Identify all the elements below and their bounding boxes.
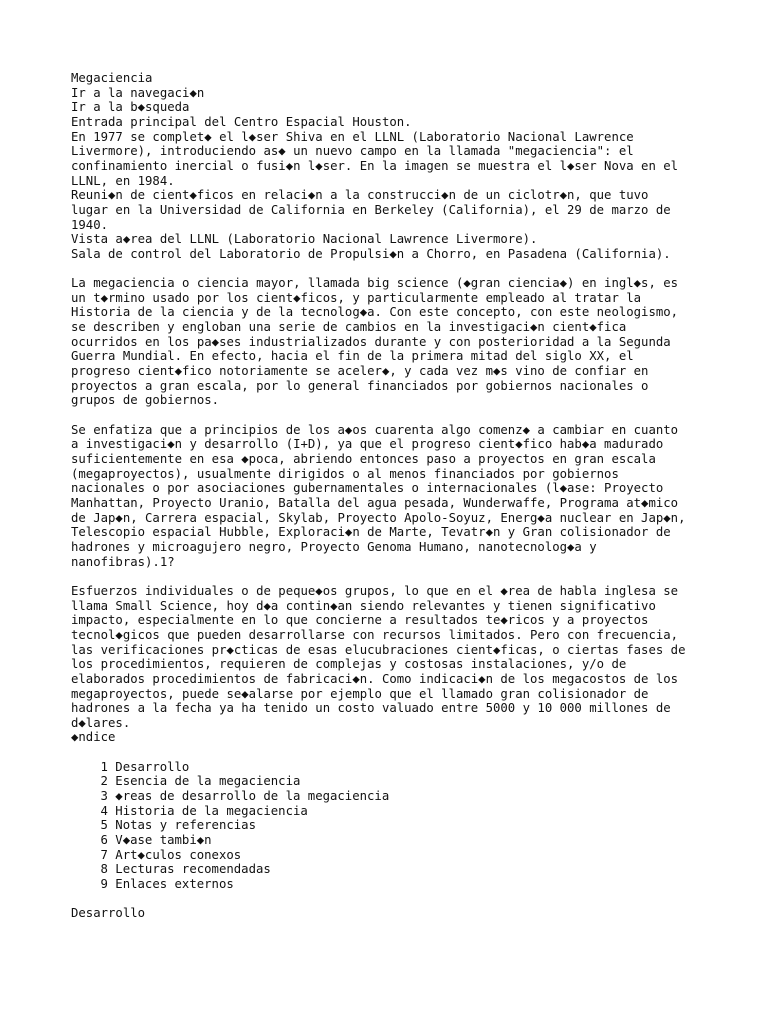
spacer	[71, 745, 711, 760]
paragraph-line: las verificaciones pr◆cticas de esas elucubraciones cient◆ficas, o ciertas fases de	[71, 642, 686, 657]
toc-item-lecturas[interactable]: 8 Lecturas recomendadas	[100, 862, 271, 877]
page-title: Megaciencia	[71, 71, 153, 85]
paragraph-line: de Jap◆n, Carrera espacial, Skylab, Proyecto Apolo-Soyuz, Energ◆a nuclear en Jap◆n,	[71, 510, 686, 525]
paragraph-intro	[71, 276, 711, 408]
paragraph-line: megaproyectos, puede se◆alarse por ejemplo que el llamado gran colisionador de	[71, 686, 649, 701]
paragraph-line: hadrones a la fecha ya ha tenido un costo valuado entre 5000 y 10 000 millones de	[71, 701, 671, 716]
toc-title: ◆ndice	[71, 730, 116, 745]
image-caption-jpl-control: Sala de control del Laboratorio de Propulsi◆n a Chorro, en Pasadena (California).	[71, 246, 671, 261]
paragraph-line: tecnol◆gicos que pueden desarrollarse con recursos limitados. Pero con frecuencia,	[71, 627, 679, 642]
image-caption-cyclotron-line-2: lugar en la Universidad de California en Berkeley (California), el 29 de marzo de	[71, 202, 671, 217]
image-caption-shiva-line-1: En 1977 se complet◆ el l◆ser Shiva en el LLNL (Laboratorio Nacional Lawrence	[71, 129, 634, 144]
toc-item-areas[interactable]: 3 ◆reas de desarrollo de la megaciencia	[100, 789, 390, 804]
toc-item-articulos[interactable]: 7 Art◆culos conexos	[100, 847, 242, 862]
paragraph-line: proyectos a gran escala, por lo general financiados por gobiernos nacionales o	[71, 378, 649, 393]
paragraph-megaprojects	[71, 423, 711, 570]
document-page	[71, 71, 711, 921]
paragraph-line: d◆lares.	[71, 715, 131, 730]
paragraph-small-science	[71, 584, 711, 731]
paragraph-line: progreso cient◆fico notoriamente se aceler◆, y cada vez m◆s vino de confiar en	[71, 364, 649, 379]
spacer	[71, 569, 711, 584]
table-of-contents	[71, 760, 711, 892]
paragraph-line: nacionales o por asociaciones gubernamentales o internacionales (l◆ase: Proyecto	[71, 481, 664, 496]
skip-to-navigation-link: Ir a la navegaci◆n	[71, 85, 205, 100]
paragraph-line: llama Small Science, hoy d◆a contin◆an siendo relevantes y tienen significativo	[71, 598, 656, 613]
paragraph-line: Guerra Mundial. En efecto, hacia el fin de la primera mitad del siglo XX, el	[71, 349, 634, 364]
image-caption-shiva-line-2: Livermore), introduciendo as◆ un nuevo campo en la llamada "megaciencia": el	[71, 144, 634, 159]
header-block	[71, 71, 711, 262]
paragraph-line: a investigaci◆n y desarrollo (I+D), ya que el progreso cient◆fico hab◆a madurado	[71, 437, 664, 452]
paragraph-line: La megaciencia o ciencia mayor, llamada big science (◆gran ciencia◆) en ingl◆s, es	[71, 276, 679, 291]
paragraph-line: ocurridos en los pa◆ses industrializados durante y con posterioridad a la Segunda	[71, 334, 671, 349]
image-caption-cyclotron-line-3: 1940.	[71, 217, 109, 232]
image-caption-llnl-aerial: Vista a◆rea del LLNL (Laboratorio Nacional Lawrence Livermore).	[71, 232, 538, 247]
paragraph-line: (megaproyectos), usualmente dirigidos o al menos financiados por gobiernos	[71, 466, 619, 481]
toc-item-historia[interactable]: 4 Historia de la megaciencia	[100, 803, 308, 818]
paragraph-line: Se enfatiza que a principios de los a◆os cuarenta algo comenz◆ a cambiar en cuanto	[71, 422, 679, 437]
section-heading: Desarrollo	[71, 906, 146, 921]
image-caption-shiva-line-4: LLNL, en 1984.	[71, 173, 175, 188]
skip-to-search-link: Ir a la b◆squeda	[71, 100, 190, 115]
paragraph-line: nanofibras).1?	[71, 554, 175, 569]
paragraph-line: se describen y engloban una serie de cambios en la investigaci◆n cient◆fica	[71, 320, 627, 335]
paragraph-line: Manhattan, Proyecto Uranio, Batalla del agua pesada, Wunderwaffe, Programa at◆mico	[71, 496, 679, 510]
paragraph-line: hadrones y microagujero negro, Proyecto Genoma Humano, nanotecnolog◆a y	[71, 539, 597, 554]
paragraph-line: Historia de la ciencia y de la tecnolog◆a. Con este concepto, con este neologismo,	[71, 305, 679, 320]
paragraph-line: impacto, especialmente en lo que concierne a resultados te◆ricos y a proyectos	[71, 613, 649, 628]
image-caption-shiva-line-3: confinamiento inercial o fusi◆n l◆ser. En la imagen se muestra el l◆ser Nova en el	[71, 158, 679, 173]
toc-item-esencia[interactable]: 2 Esencia de la megaciencia	[100, 774, 301, 789]
spacer	[71, 892, 711, 907]
image-caption-houston: Entrada principal del Centro Espacial Houston.	[71, 114, 412, 129]
image-caption-cyclotron-line-1: Reuni◆n de cient◆ficos en relaci◆n a la construcci◆n de un ciclotr◆n, que tuvo	[71, 188, 649, 203]
toc-item-enlaces[interactable]: 9 Enlaces externos	[100, 877, 234, 892]
paragraph-line: suficientemente en esa ◆poca, abriendo entonces paso a proyectos en gran escala	[71, 452, 656, 467]
toc-item-notas[interactable]: 5 Notas y referencias	[100, 818, 256, 833]
toc-item-vease[interactable]: 6 V◆ase tambi◆n	[100, 833, 212, 848]
paragraph-line: Esfuerzos individuales o de peque◆os grupos, lo que en el ◆rea de habla inglesa se	[71, 583, 679, 598]
paragraph-line: grupos de gobiernos.	[71, 393, 220, 408]
toc-item-desarrollo[interactable]: 1 Desarrollo	[100, 759, 190, 774]
paragraph-line: Telescopio espacial Hubble, Exploraci◆n de Marte, Tevatr◆n y Gran colisionador de	[71, 525, 671, 540]
spacer	[71, 408, 711, 423]
spacer	[71, 262, 711, 277]
paragraph-line: un t◆rmino usado por los cient◆ficos, y particularmente empleado al tratar la	[71, 290, 642, 305]
paragraph-line: los procedimientos, requieren de complejas y costosas instalaciones, y/o de	[71, 657, 627, 672]
paragraph-line: elaborados procedimientos de fabricaci◆n. Como indicaci◆n de los megacostos de los	[71, 671, 679, 686]
